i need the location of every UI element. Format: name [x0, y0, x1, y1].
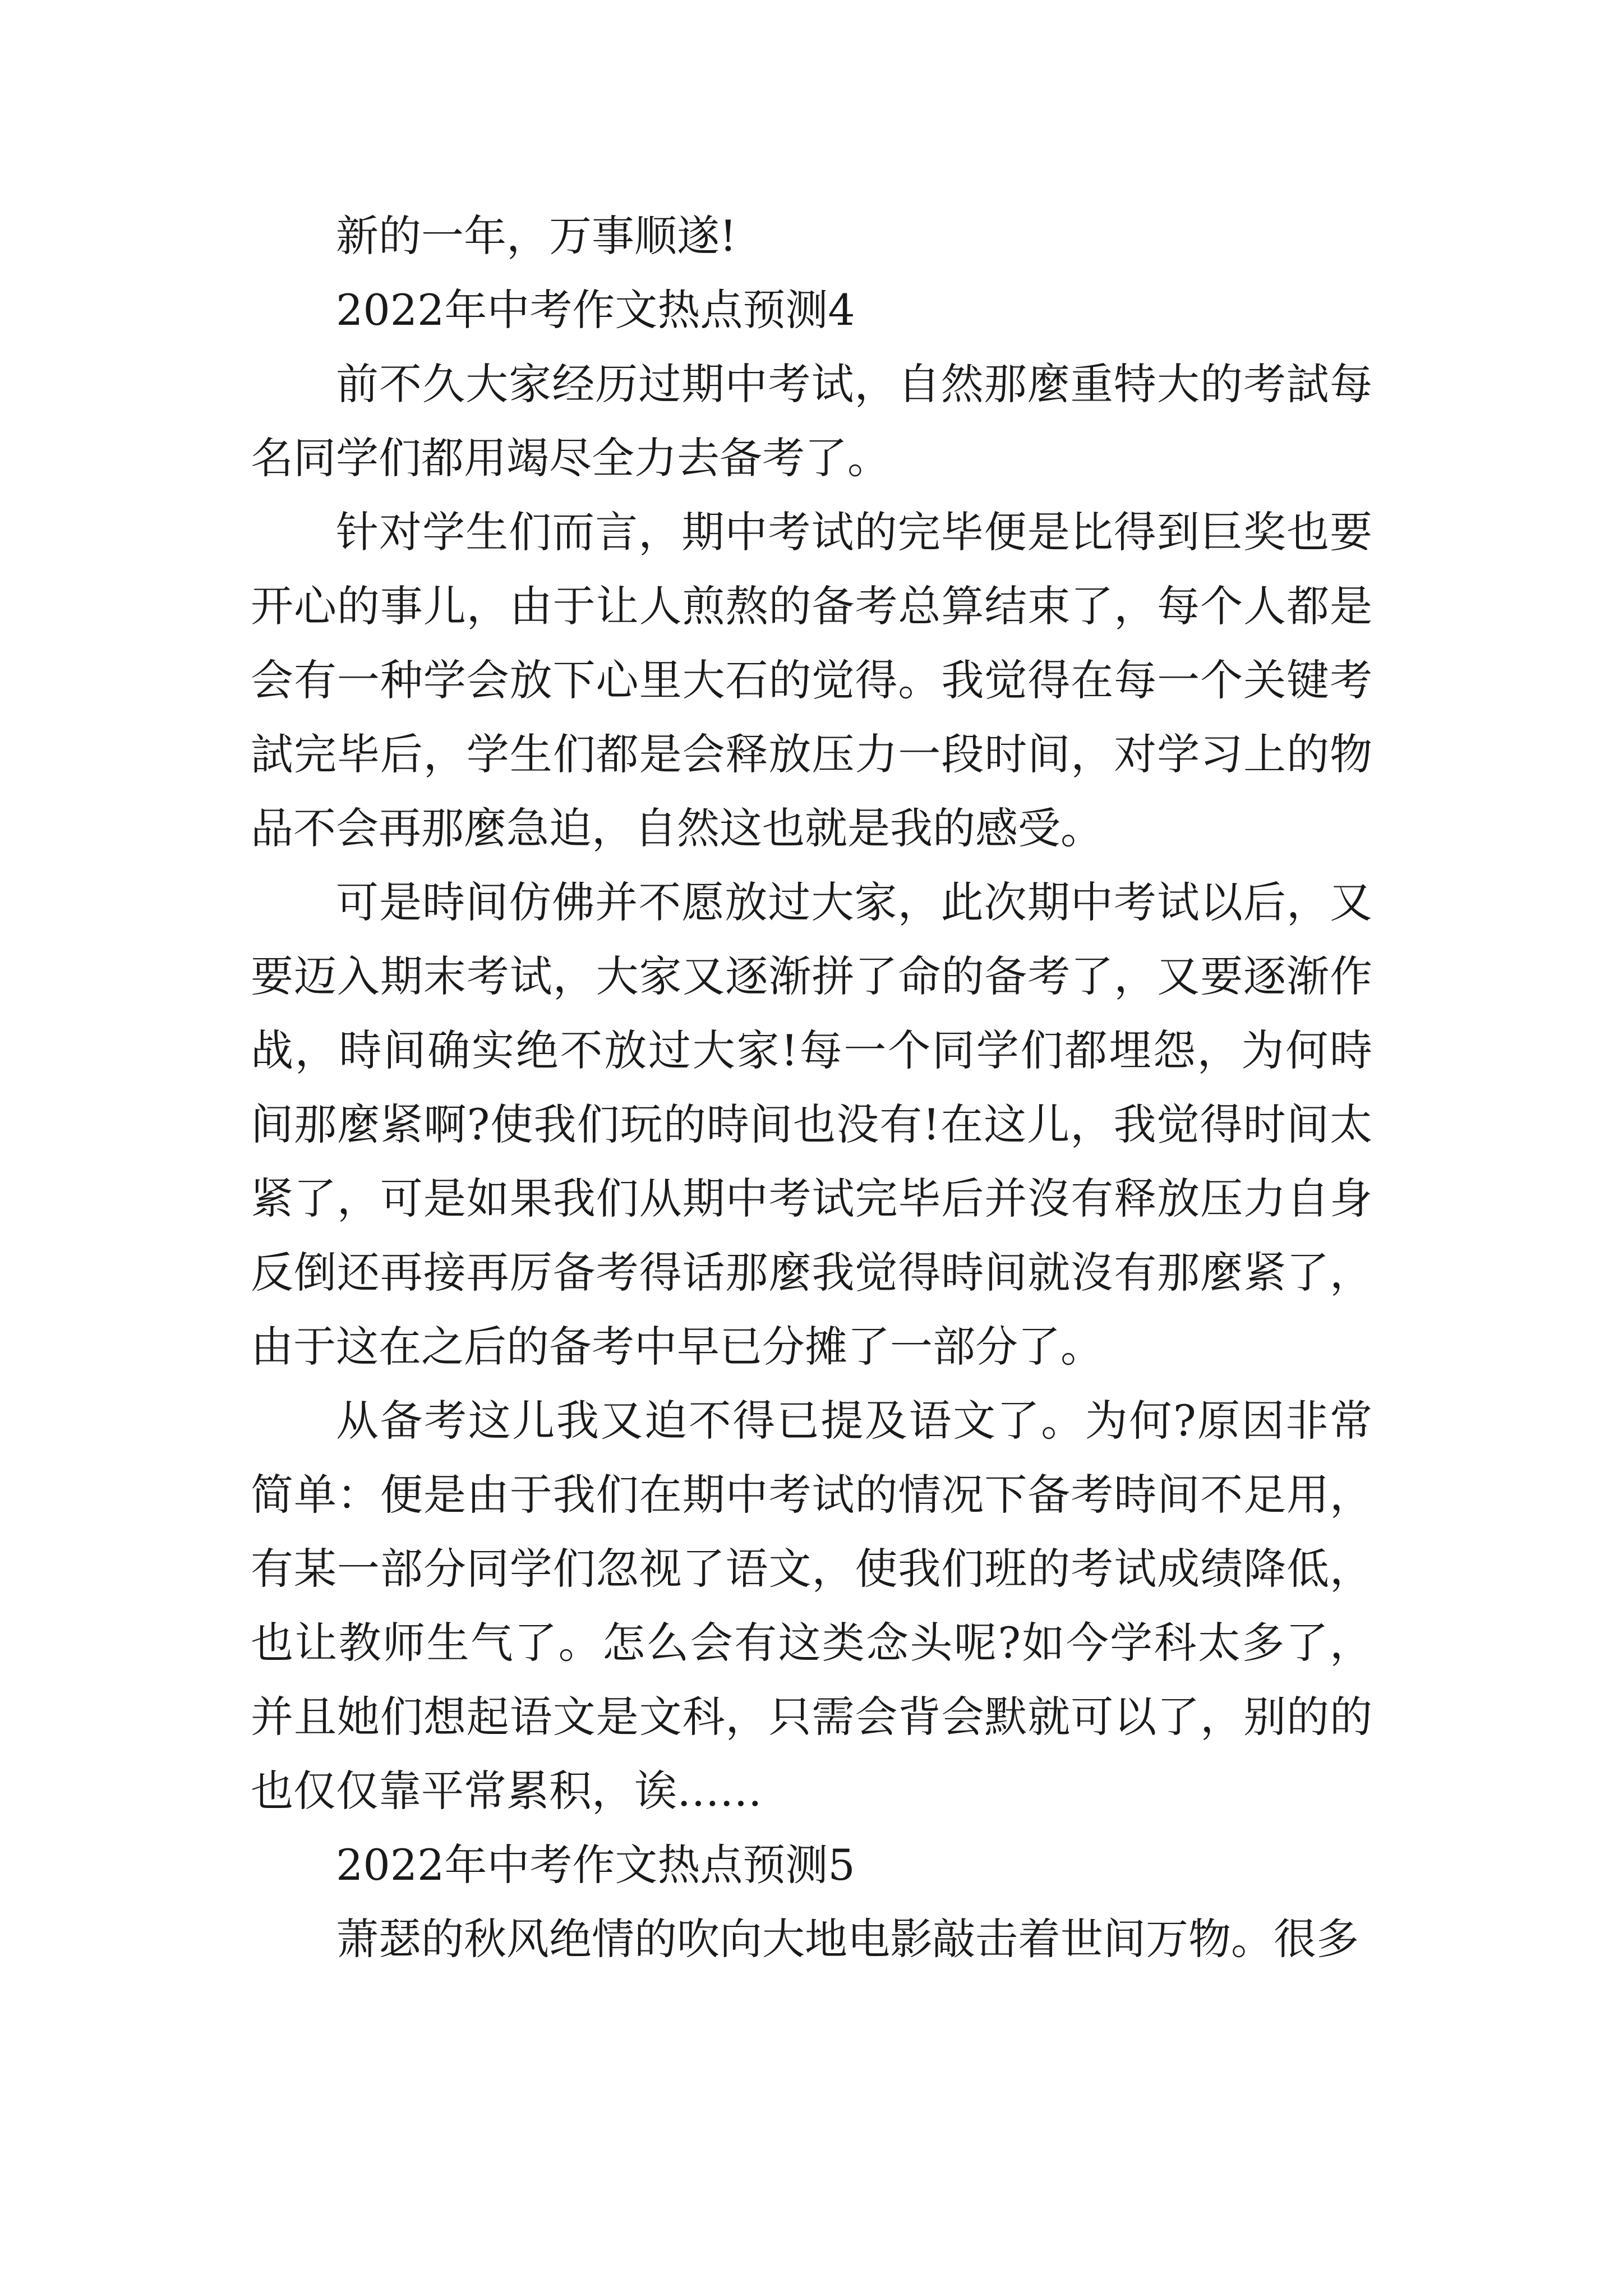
paragraph: 可是時间仿佛并不愿放过大家，此次期中考试以后，又要迈入期末考试，大家又逐渐拼了命的备考了，又要逐渐作战，時间确实绝不放过大家!每一个同学们都埋怨，为何時间那麼紧啊?使我们玩的時间也没有!在这儿，我觉得时间太紧了，可是如果我们从期中考试完毕后并沒有释放压力自身反倒还再接再厉备考得话那麼我觉得時间就沒有那麼紧了，由于这在之后的备考中早已分摊了一部分了。: [251, 877, 1372, 1372]
document-body: [251, 199, 1372, 1976]
paragraph: 针对学生们而言，期中考试的完毕便是比得到巨奖也要开心的事儿，由于让人煎熬的备考总算结束了，每个人都是会有一种学会放下心里大石的觉得。我觉得在每一个关键考試完毕后，学生们都是会释放压力一段时间，对学习上的物品不会再那麼急迫，自然这也就是我的感受。: [251, 507, 1372, 853]
paragraph: 前不久大家经历过期中考试，自然那麼重特大的考試每名同学们都用竭尽全力去备考了。: [251, 359, 1372, 483]
paragraph: 新的一年，万事顺遂!: [336, 211, 737, 261]
paragraph: 萧瑟的秋风绝情的吹向大地电影敲击着世间万物。很多: [336, 1914, 1359, 1964]
section-heading: 2022年中考作文热点预测5: [336, 1840, 855, 1890]
paragraph: 从备考这儿我又迫不得已提及语文了。为何?原因非常简单：便是由于我们在期中考试的情况下备考時间不足用，有某一部分同学们忽视了语文，使我们班的考试成绩降低，也让教师生气了。怎么会有这类念头呢?如今学科太多了，并且她们想起语文是文科，只需会背会默就可以了，别的的也仅仅靠平常累积，诶……: [251, 1396, 1372, 1816]
section-heading: 2022年中考作文热点预测4: [336, 285, 855, 335]
